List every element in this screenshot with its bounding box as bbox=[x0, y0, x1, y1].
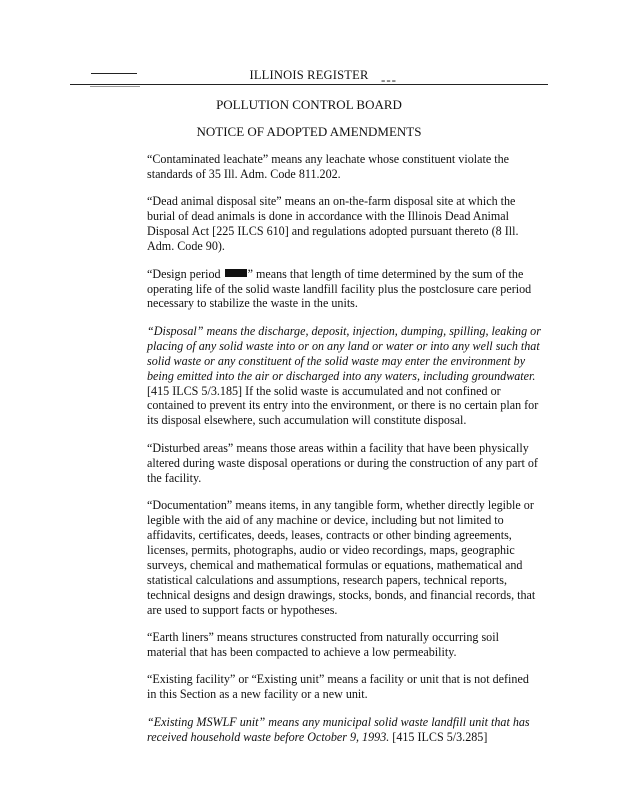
design-period-text: ” means that length of time determined by the sum of the operating life of the solid waste landfill facility plus the postclosure care period necessary to stabilize the waste in the units. bbox=[147, 266, 532, 311]
definition-dead-animal-disposal-site: “Dead animal disposal site” means an on-the-farm disposal site at which the burial of dead animals is done in accordance with the Illinois Dead Animal Disposal Act [225 ILCS 610] and regulations adopted pursuant thereto (8 Ill. Adm. Code 90). bbox=[147, 194, 519, 254]
header-rule bbox=[70, 84, 548, 85]
definition-disturbed-areas: “Disturbed areas” means those areas within a facility that have been physically altered during waste disposal operations or during the construction of any part of the facility. bbox=[147, 440, 538, 485]
header-rule-accent bbox=[90, 86, 140, 87]
header-dash-mark: --- bbox=[381, 72, 397, 87]
definition-existing-mswlf-unit bbox=[147, 715, 541, 745]
definition-earth-liners: “Earth liners” means structures constructed from naturally occurring soil material that has been compacted to achieve a low permeability. bbox=[147, 630, 499, 659]
redaction-mark bbox=[225, 269, 247, 277]
definition-existing-facility: “Existing facility” or “Existing unit” means a facility or unit that is not defined in this Section as a new facility or a new unit. bbox=[147, 672, 529, 702]
disposal-statutory-text: “Disposal” means the discharge, deposit, injection, dumping, spilling, leaking or placing of any solid waste into or on any land or water or into any well such that solid waste or any constituent of the solid waste may enter the environment by being emitted into the air or discharged into any waters, including groundwater. bbox=[147, 323, 541, 383]
definition-documentation: “Documentation” means items, in any tangible form, whether directly legible or legible with the aid of any machine or device, including but not limited to affidavits, certificates, deeds, leases, contracts or other binding agreements, licenses, permits, photographs, audio or video recordings, maps, geographic surveys, chemical and mathematical formulas or equations, mathematical and statistical calculations and assumptions, research papers, technical reports, technical designs and design drawings, stocks, bonds, and financial records, that are used to support facts or hypotheses. bbox=[147, 498, 536, 617]
definition-design-period bbox=[147, 267, 541, 312]
design-period-term: “Design period bbox=[147, 266, 221, 281]
notice-heading: NOTICE OF ADOPTED AMENDMENTS bbox=[196, 124, 422, 139]
existing-mswlf-citation: [415 ILCS 5/3.285] bbox=[389, 729, 488, 744]
disposal-text: [415 ILCS 5/3.185] If the solid waste is accumulated and not confined or contained to prevent its entry into the environment, or there is no certain plan for its disposal elsewhere, such accumulation will constitute disposal. bbox=[147, 383, 539, 428]
definitions-body bbox=[147, 152, 541, 757]
existing-mswlf-statutory-text: “Existing MSWLF unit” means any municipal solid waste landfill unit that has received household waste before October 9, 1993. bbox=[147, 714, 530, 744]
definition-contaminated-leachate: “Contaminated leachate” means any leachate whose constituent violate the standards of 35 Ill. Adm. Code 811.202. bbox=[147, 152, 509, 181]
register-title: ILLINOIS REGISTER bbox=[249, 68, 369, 82]
board-heading: POLLUTION CONTROL BOARD bbox=[216, 97, 402, 112]
definition-disposal bbox=[147, 324, 541, 428]
